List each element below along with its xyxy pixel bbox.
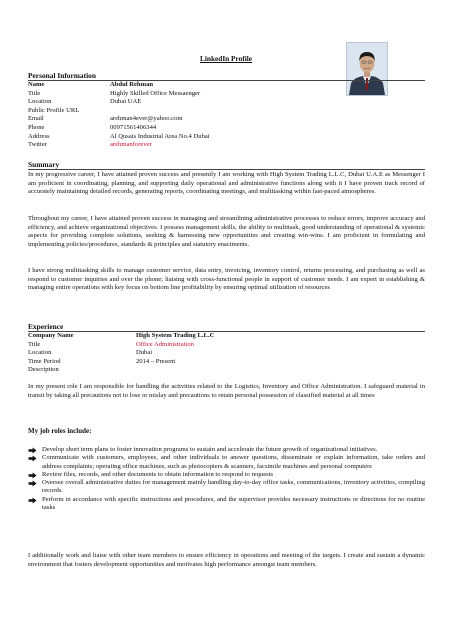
label-description: Description: [28, 366, 59, 374]
label-job-location: Location: [28, 349, 52, 357]
summary-divider: [28, 169, 425, 170]
list-item: [28, 479, 425, 496]
label-time-period: Time Period: [28, 357, 61, 365]
experience-description: In my present role I am responsible for handling the activities related to the Logistics, Inventory and Office Administration. I safeguard material in transit by taking all precautions not to lose or mislay and precautions to retain personal possession of classified material at all times: [28, 383, 425, 399]
value-phone: 00971561406344: [110, 123, 157, 131]
value-location: Dubai UAE: [110, 98, 142, 106]
list-item: [28, 471, 425, 479]
summary-paragraph-2: Throughout my career, I have attained proven success in managing and streamlining administrative processes to reduce errors, improve accuracy and efficiency, and achieve organizational objectives. I possess management skills, the ability to multitask, good understanding of operational & systemic aspects for providing complete solutions, seeking & harnessing new opportunities and creating win-wins. I am proficient in formulating and implementing policies/procedures, standards & principles and statutory enactments.: [28, 215, 425, 248]
arrow-bullet-icon: [28, 447, 37, 454]
experience-heading: Experience: [28, 322, 64, 331]
job-role-text: Perform in accordance with specific instructions and procedures, and the supervisor provides necessary instructions or directions for no routine tasks: [42, 495, 425, 512]
value-address: Al Qusais Industrial Area No.4 Dubai: [110, 132, 210, 140]
job-role-text: Review files, records, and other documents to obtain information to respond to requests: [42, 470, 274, 478]
label-title: Title: [28, 89, 41, 97]
personal-info-heading: Personal Information: [28, 71, 96, 80]
arrow-bullet-icon: [28, 480, 37, 487]
arrow-bullet-icon: [28, 497, 37, 504]
label-email: Email: [28, 115, 44, 123]
value-description: [136, 366, 425, 375]
value-job-title: Office Administration: [136, 340, 194, 348]
arrow-bullet-icon: [28, 455, 37, 462]
summary-heading: Summary: [28, 160, 60, 169]
job-role-text: Communicate with customers, employees, and other individuals to answer questions, disseminate or explain information, take orders and address complaints; operating office machines, such as photocopiers & scanners, facsimile machines and personal computers: [42, 454, 425, 470]
job-roles-list: [28, 446, 425, 512]
label-public-profile-url: Public Profile URL: [28, 106, 80, 114]
list-item: [28, 496, 425, 513]
label-twitter: Twitter: [28, 141, 47, 149]
value-job-location: Dubai: [136, 349, 153, 357]
document-title: LinkedIn Profile: [200, 54, 252, 63]
list-item: [28, 454, 425, 471]
label-company-name: Company Name: [28, 332, 74, 339]
summary-paragraph-3: I have strong multitasking skills to manage customer service, data entry, invoicing, inventory control, returns processing, and purchasing as well as respond to customer inquiries and over the phone; liaising with cross-functional people in support of customer needs. I am expert in establishing & managing entire operations with key focus on bottom line profitability by ensuring optimal utilization of resources: [28, 267, 425, 291]
value-email[interactable]: arehman4ever@yahoo.com: [110, 115, 183, 123]
closing-paragraph: I additionally work and liaise with other team members to ensure efficiency in operations and meeting of the targets. I create and sustain a dynamic environment that fosters development opportunities and motivates high performance amongst team members.: [28, 552, 425, 568]
label-address: Address: [28, 132, 50, 140]
job-role-text: Oversee overall administrative duties for management mainly handling day-to-day office tasks, communications, inventory activities, compiling records.: [42, 479, 425, 495]
experience-table: [28, 332, 425, 375]
value-twitter-link[interactable]: arehmanforever: [110, 141, 152, 149]
personal-info-table: [28, 81, 425, 150]
label-phone: Phone: [28, 123, 45, 131]
label-name: Name: [28, 81, 45, 88]
job-roles-heading: My job roles include:: [28, 427, 92, 435]
arrow-bullet-icon: [28, 472, 37, 479]
job-role-text: Develop short term plans to foster innovation programs to sustain and accelerate the future growth of organizational initiatives.: [42, 446, 378, 453]
value-title: Highly Skilled Office Messaenger: [110, 89, 201, 97]
value-time-period: 2014 – Present: [136, 357, 176, 365]
list-item: [28, 446, 425, 454]
value-name: Abdul Rehman: [110, 81, 154, 88]
value-public-profile-url[interactable]: [110, 107, 425, 116]
summary-paragraph-1: In my progressive career, I have attained proven success and presently I am working with High System Trading L.L.C, Dubai U.A.E as Messenger I am proficient in coordinating, planning, and supporting daily operational and administrative functions along with it I have proven track record of accurately maintaining detailed records, generating reports, coordinating meetings, and multitasking within fast-paced atmospheres.: [28, 171, 425, 195]
label-job-title: Title: [28, 340, 41, 348]
value-company-name: High System Trading L.L.C: [136, 332, 215, 339]
label-location: Location: [28, 98, 52, 106]
